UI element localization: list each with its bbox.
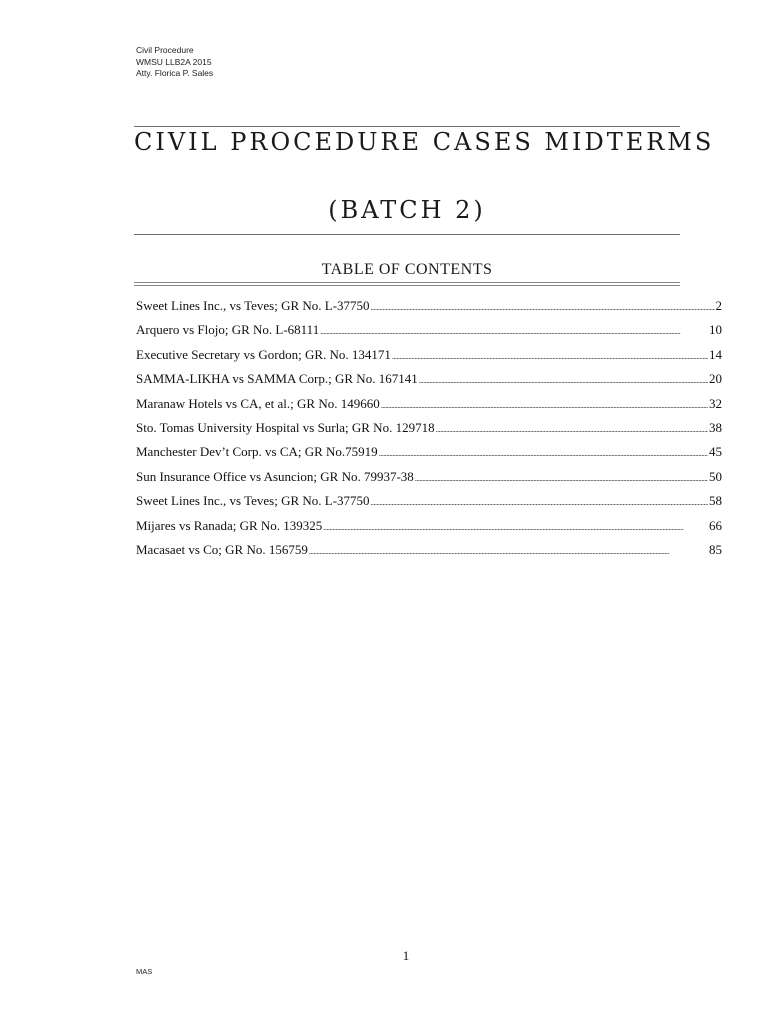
document-subtitle: (BATCH 2)	[328, 196, 486, 224]
toc-heading-rule	[134, 282, 680, 283]
toc-entry-page: 32	[709, 395, 722, 411]
toc-entry-page: 45	[709, 444, 722, 460]
toc-entry-title: Arquero vs Flojo; GR No. L-68111	[136, 322, 320, 338]
toc-leader-dots	[381, 401, 708, 410]
toc-leader-dots	[436, 425, 708, 434]
page-number: 1	[402, 948, 410, 963]
toc-entry-page: 66	[709, 517, 722, 533]
toc-entry-page: 14	[709, 346, 722, 362]
toc-entry[interactable]	[136, 371, 722, 395]
toc-entry-title: Manchester Dev’t Corp. vs CA; GR No.75919	[136, 444, 378, 460]
toc-entry-title: Sweet Lines Inc., vs Teves; GR No. L-37750	[136, 298, 370, 313]
header-instructor: Atty. Florica P. Sales	[136, 68, 214, 78]
toc-list	[136, 298, 722, 566]
toc-entry-page: 10	[709, 322, 722, 338]
title-top-rule	[134, 126, 680, 127]
toc-entry-title: Sto. Tomas University Hospital vs Surla; GR No. 129718	[136, 419, 435, 435]
toc-leader-dots	[392, 352, 708, 361]
toc-entry-title: Sweet Lines Inc., vs Teves; GR No. L-37750	[136, 493, 370, 509]
toc-entry[interactable]	[136, 469, 722, 493]
toc-leader-dots	[320, 327, 708, 336]
toc-entry[interactable]	[136, 322, 722, 346]
toc-entry[interactable]	[136, 420, 722, 444]
toc-leader-dots	[371, 303, 715, 312]
toc-entry-page: 58	[709, 493, 722, 509]
toc-leader-dots	[309, 547, 708, 556]
document-header	[136, 45, 213, 80]
toc-entry[interactable]	[136, 444, 722, 468]
toc-heading: TABLE OF CONTENTS	[321, 261, 493, 278]
toc-entry[interactable]	[136, 396, 722, 420]
header-course: Civil Procedure	[136, 45, 194, 55]
toc-entry-page: 20	[709, 371, 722, 387]
toc-entry-title: SAMMA-LIKHA vs SAMMA Corp.; GR No. 167141	[136, 371, 418, 387]
toc-entry-page: 85	[709, 541, 722, 557]
toc-leader-dots	[419, 376, 708, 385]
toc-entry-page: 38	[709, 419, 722, 435]
toc-entry-page: 2	[715, 298, 722, 313]
toc-heading-rule-double	[134, 285, 680, 286]
toc-entry-title: Executive Secretary vs Gordon; GR. No. 134171	[136, 346, 391, 362]
toc-entry-page: 50	[709, 468, 722, 484]
toc-entry[interactable]	[136, 347, 722, 371]
toc-entry[interactable]	[136, 298, 722, 322]
toc-entry-title: Maranaw Hotels vs CA, et al.; GR No. 149660	[136, 395, 380, 411]
toc-leader-dots	[371, 498, 708, 507]
toc-leader-dots	[379, 449, 708, 458]
toc-entry[interactable]	[136, 542, 722, 566]
toc-entry-title: Macasaet vs Co; GR No. 156759	[136, 541, 308, 557]
document-title: CIVIL PROCEDURE CASES MIDTERMS	[134, 128, 715, 156]
toc-entry[interactable]	[136, 493, 722, 517]
toc-entry-title: Sun Insurance Office vs Asuncion; GR No. 79937-38	[136, 468, 414, 484]
toc-entry-title: Mijares vs Ranada; GR No. 139325	[136, 517, 323, 533]
toc-leader-dots	[415, 474, 708, 483]
toc-entry[interactable]	[136, 518, 722, 542]
header-class: WMSU LLB2A 2015	[136, 56, 212, 67]
title-bottom-rule	[134, 234, 680, 235]
footer-initials: MAS	[136, 967, 153, 976]
toc-leader-dots	[323, 523, 708, 532]
